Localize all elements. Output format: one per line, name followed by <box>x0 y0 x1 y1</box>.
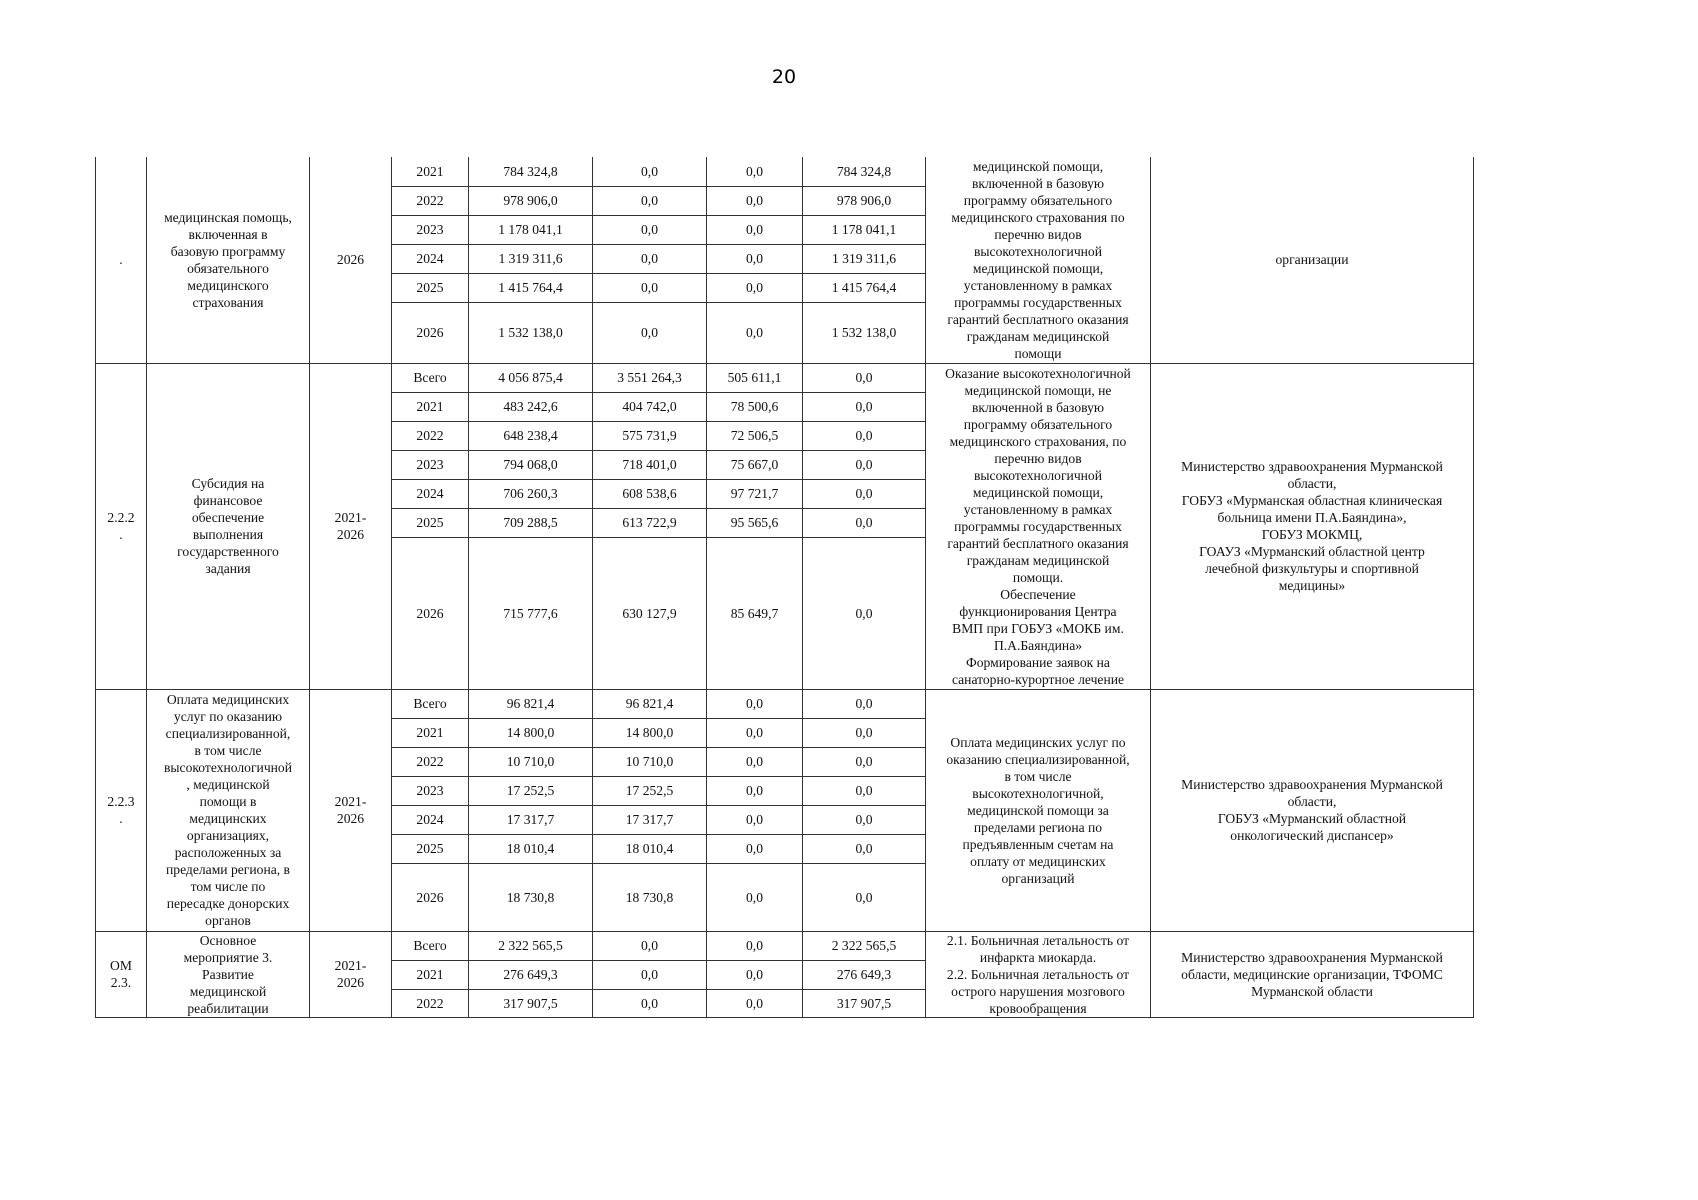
total-amount-cell: 1 178 041,1 <box>469 215 593 244</box>
regional-budget-cell: 85 649,7 <box>707 537 803 689</box>
other-sources-cell: 0,0 <box>803 805 926 834</box>
total-amount-cell: 715 777,6 <box>469 537 593 689</box>
regional-budget-cell: 0,0 <box>707 689 803 718</box>
other-sources-cell: 0,0 <box>803 392 926 421</box>
other-sources-cell: 0,0 <box>803 689 926 718</box>
expected-result-cell: медицинской помощи, включенной в базовую программу обязательного медицинского страхования по перечню видов высокотехнологичной медицинской помощи, установленному в рамках программы государственных гарантий бесплатного оказания гражданам медицинской помощи <box>926 157 1151 363</box>
executor-cell: Министерство здравоохранения Мурманской области, ГОБУЗ «Мурманский областной онкологический диспансер» <box>1151 689 1474 931</box>
federal-budget-cell: 0,0 <box>593 302 707 363</box>
program-table <box>95 157 1474 1018</box>
year-cell: 2026 <box>392 302 469 363</box>
other-sources-cell: 2 322 565,5 <box>803 931 926 960</box>
regional-budget-cell: 0,0 <box>707 834 803 863</box>
other-sources-cell: 0,0 <box>803 421 926 450</box>
other-sources-cell: 1 178 041,1 <box>803 215 926 244</box>
expected-result-cell: 2.1. Больничная летальность от инфаркта миокарда. 2.2. Больничная летальность от острого нарушения мозгового кровообращения <box>926 931 1151 1017</box>
federal-budget-cell: 404 742,0 <box>593 392 707 421</box>
expected-result-cell: Оказание высокотехнологичной медицинской помощи, не включенной в базовую программу обязательного медицинского страхования, по перечню видов высокотехнологичной медицинской помощи, установленному в рамках программы государственных гарантий бесплатного оказания гражданам медицинской помощи. Обеспечение функционирования Центра ВМП при ГОБУЗ «МОКБ им. П.А.Баяндина» Формирование заявок на санаторно-курортное лечение <box>926 363 1151 689</box>
federal-budget-cell: 613 722,9 <box>593 508 707 537</box>
item-name-cell: Оплата медицинских услуг по оказанию специализированной, в том числе высокотехнологичной , медицинской помощи в медицинских организациях, расположенных за пределами региона, в том числе по пересадке донорских органов <box>147 689 310 931</box>
year-cell: 2026 <box>392 537 469 689</box>
federal-budget-cell: 0,0 <box>593 186 707 215</box>
year-cell: Всего <box>392 363 469 392</box>
federal-budget-cell: 14 800,0 <box>593 718 707 747</box>
regional-budget-cell: 0,0 <box>707 244 803 273</box>
total-amount-cell: 17 252,5 <box>469 776 593 805</box>
other-sources-cell: 276 649,3 <box>803 960 926 989</box>
year-cell: 2025 <box>392 834 469 863</box>
regional-budget-cell: 72 506,5 <box>707 421 803 450</box>
other-sources-cell: 0,0 <box>803 363 926 392</box>
other-sources-cell: 784 324,8 <box>803 157 926 186</box>
federal-budget-cell: 630 127,9 <box>593 537 707 689</box>
federal-budget-cell: 18 010,4 <box>593 834 707 863</box>
federal-budget-cell: 18 730,8 <box>593 863 707 931</box>
regional-budget-cell: 78 500,6 <box>707 392 803 421</box>
federal-budget-cell: 0,0 <box>593 215 707 244</box>
total-amount-cell: 1 415 764,4 <box>469 273 593 302</box>
regional-budget-cell: 0,0 <box>707 989 803 1017</box>
total-amount-cell: 276 649,3 <box>469 960 593 989</box>
federal-budget-cell: 10 710,0 <box>593 747 707 776</box>
federal-budget-cell: 17 317,7 <box>593 805 707 834</box>
year-cell: 2021 <box>392 392 469 421</box>
federal-budget-cell: 0,0 <box>593 157 707 186</box>
regional-budget-cell: 0,0 <box>707 157 803 186</box>
executor-cell: организации <box>1151 157 1474 363</box>
regional-budget-cell: 0,0 <box>707 931 803 960</box>
year-cell: 2024 <box>392 244 469 273</box>
item-number-cell: 2.2.2 . <box>96 363 147 689</box>
period-cell: 2021- 2026 <box>310 931 392 1017</box>
regional-budget-cell: 0,0 <box>707 805 803 834</box>
year-cell: 2023 <box>392 215 469 244</box>
table-row <box>96 157 1474 186</box>
federal-budget-cell: 0,0 <box>593 273 707 302</box>
year-cell: 2021 <box>392 718 469 747</box>
year-cell: 2021 <box>392 157 469 186</box>
year-cell: Всего <box>392 689 469 718</box>
year-cell: 2025 <box>392 273 469 302</box>
year-cell: 2022 <box>392 747 469 776</box>
total-amount-cell: 18 010,4 <box>469 834 593 863</box>
other-sources-cell: 0,0 <box>803 863 926 931</box>
total-amount-cell: 784 324,8 <box>469 157 593 186</box>
total-amount-cell: 2 322 565,5 <box>469 931 593 960</box>
other-sources-cell: 0,0 <box>803 834 926 863</box>
item-number-cell: . <box>96 157 147 363</box>
federal-budget-cell: 0,0 <box>593 931 707 960</box>
other-sources-cell: 0,0 <box>803 450 926 479</box>
regional-budget-cell: 0,0 <box>707 215 803 244</box>
item-number-cell: 2.2.3 . <box>96 689 147 931</box>
executor-cell: Министерство здравоохранения Мурманской области, ГОБУЗ «Мурманская областная клиническая больница имени П.А.Баяндина», ГОБУЗ МОКМЦ, ГОАУЗ «Мурманский областной центр лечебной физкультуры и спортивной медицины» <box>1151 363 1474 689</box>
total-amount-cell: 14 800,0 <box>469 718 593 747</box>
regional-budget-cell: 505 611,1 <box>707 363 803 392</box>
regional-budget-cell: 0,0 <box>707 776 803 805</box>
total-amount-cell: 17 317,7 <box>469 805 593 834</box>
year-cell: 2022 <box>392 989 469 1017</box>
table-body <box>96 157 1474 1017</box>
period-cell: 2021- 2026 <box>310 363 392 689</box>
page-number: 20 <box>771 66 797 88</box>
year-cell: Всего <box>392 931 469 960</box>
total-amount-cell: 4 056 875,4 <box>469 363 593 392</box>
other-sources-cell: 0,0 <box>803 747 926 776</box>
table-row <box>96 689 1474 718</box>
regional-budget-cell: 0,0 <box>707 186 803 215</box>
item-name-cell: Субсидия на финансовое обеспечение выполнения государственного задания <box>147 363 310 689</box>
federal-budget-cell: 96 821,4 <box>593 689 707 718</box>
total-amount-cell: 794 068,0 <box>469 450 593 479</box>
other-sources-cell: 1 319 311,6 <box>803 244 926 273</box>
regional-budget-cell: 0,0 <box>707 747 803 776</box>
federal-budget-cell: 0,0 <box>593 960 707 989</box>
other-sources-cell: 0,0 <box>803 776 926 805</box>
regional-budget-cell: 0,0 <box>707 718 803 747</box>
total-amount-cell: 10 710,0 <box>469 747 593 776</box>
regional-budget-cell: 0,0 <box>707 960 803 989</box>
total-amount-cell: 483 242,6 <box>469 392 593 421</box>
total-amount-cell: 709 288,5 <box>469 508 593 537</box>
other-sources-cell: 0,0 <box>803 508 926 537</box>
year-cell: 2021 <box>392 960 469 989</box>
total-amount-cell: 1 319 311,6 <box>469 244 593 273</box>
period-cell: 2026 <box>310 157 392 363</box>
year-cell: 2022 <box>392 421 469 450</box>
regional-budget-cell: 95 565,6 <box>707 508 803 537</box>
total-amount-cell: 1 532 138,0 <box>469 302 593 363</box>
federal-budget-cell: 17 252,5 <box>593 776 707 805</box>
regional-budget-cell: 75 667,0 <box>707 450 803 479</box>
regional-budget-cell: 97 721,7 <box>707 479 803 508</box>
expected-result-cell: Оплата медицинских услуг по оказанию специализированной, в том числе высокотехнологичной, медицинской помощи за пределами региона по предъявленным счетам на оплату от медицинских организаций <box>926 689 1151 931</box>
other-sources-cell: 0,0 <box>803 537 926 689</box>
other-sources-cell: 0,0 <box>803 479 926 508</box>
item-number-cell: ОМ 2.3. <box>96 931 147 1017</box>
federal-budget-cell: 0,0 <box>593 244 707 273</box>
other-sources-cell: 1 415 764,4 <box>803 273 926 302</box>
regional-budget-cell: 0,0 <box>707 302 803 363</box>
total-amount-cell: 18 730,8 <box>469 863 593 931</box>
item-name-cell: медицинская помощь, включенная в базовую программу обязательного медицинского страхования <box>147 157 310 363</box>
federal-budget-cell: 608 538,6 <box>593 479 707 508</box>
other-sources-cell: 317 907,5 <box>803 989 926 1017</box>
total-amount-cell: 648 238,4 <box>469 421 593 450</box>
regional-budget-cell: 0,0 <box>707 273 803 302</box>
year-cell: 2023 <box>392 776 469 805</box>
period-cell: 2021- 2026 <box>310 689 392 931</box>
other-sources-cell: 0,0 <box>803 718 926 747</box>
federal-budget-cell: 575 731,9 <box>593 421 707 450</box>
federal-budget-cell: 0,0 <box>593 989 707 1017</box>
table-row <box>96 931 1474 960</box>
federal-budget-cell: 3 551 264,3 <box>593 363 707 392</box>
total-amount-cell: 317 907,5 <box>469 989 593 1017</box>
total-amount-cell: 978 906,0 <box>469 186 593 215</box>
executor-cell: Министерство здравоохранения Мурманской области, медицинские организации, ТФОМС Мурманской области <box>1151 931 1474 1017</box>
total-amount-cell: 706 260,3 <box>469 479 593 508</box>
regional-budget-cell: 0,0 <box>707 863 803 931</box>
year-cell: 2026 <box>392 863 469 931</box>
other-sources-cell: 1 532 138,0 <box>803 302 926 363</box>
federal-budget-cell: 718 401,0 <box>593 450 707 479</box>
year-cell: 2024 <box>392 805 469 834</box>
year-cell: 2024 <box>392 479 469 508</box>
item-name-cell: Основное мероприятие 3. Развитие медицинской реабилитации <box>147 931 310 1017</box>
other-sources-cell: 978 906,0 <box>803 186 926 215</box>
total-amount-cell: 96 821,4 <box>469 689 593 718</box>
year-cell: 2022 <box>392 186 469 215</box>
year-cell: 2023 <box>392 450 469 479</box>
year-cell: 2025 <box>392 508 469 537</box>
table-row <box>96 363 1474 392</box>
